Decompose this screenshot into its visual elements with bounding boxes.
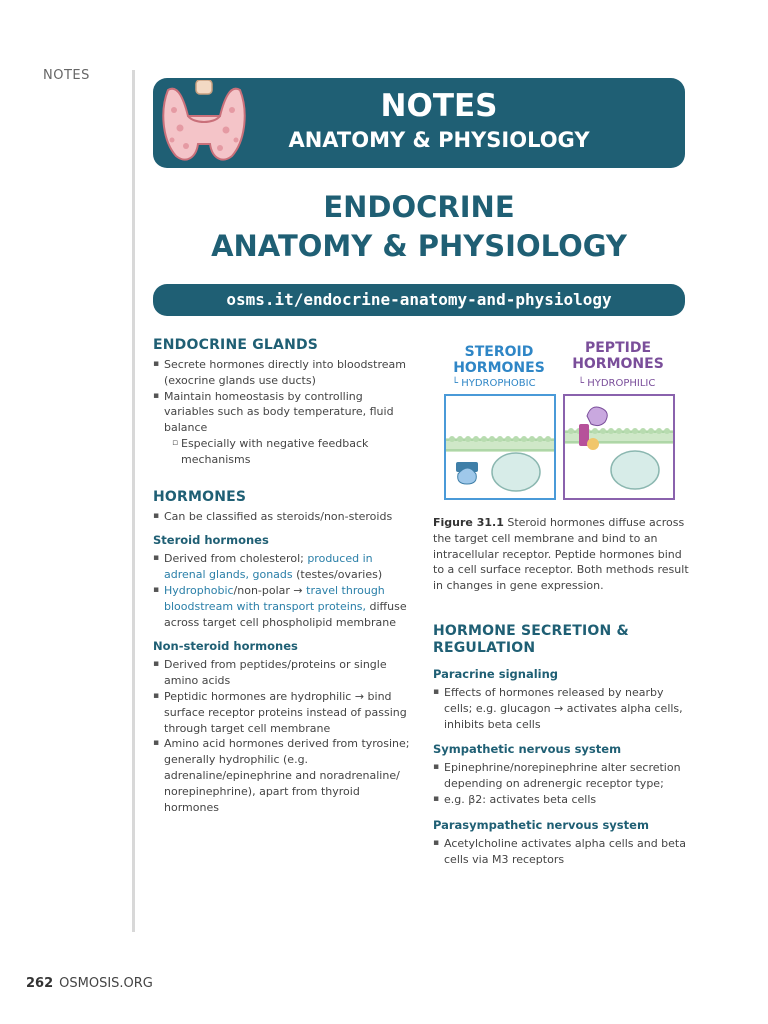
steroid-cell-diagram (444, 394, 556, 500)
list-item: ▪ Effects of hormones released by nearby cells; e.g. glucagon → activates alpha cells, inhibits beta cells (433, 685, 693, 732)
list-item: ▪ Hydrophobic/non-polar → travel through bloodstream with transport proteins, diffuse across target cell phospholipid membrane (153, 583, 413, 630)
hydrophobic-note: └ HYDROPHOBIC (452, 378, 536, 389)
page-title-line1: ENDOCRINE (323, 190, 515, 224)
paracrine-list (433, 685, 693, 732)
list-item: ▪ Secrete hormones directly into bloodstream (exocrine glands use ducts) (153, 357, 413, 389)
list-item: ▪ Derived from peptides/proteins or single amino acids (153, 657, 413, 689)
peptide-cell-diagram (563, 394, 675, 500)
url-link[interactable]: osms.it/endocrine-anatomy-and-physiology (153, 284, 685, 316)
footer-site[interactable]: OSMOSIS.ORG (59, 976, 153, 991)
steroid-list (153, 551, 413, 630)
nonsteroid-list (153, 657, 413, 815)
list-item: ▫ Especially with negative feedback mechanisms (153, 436, 413, 468)
section-hormones: HORMONES (153, 488, 247, 505)
subsection-paracrine: Paracrine signaling (433, 667, 559, 681)
page-number: 262 (26, 976, 54, 991)
hormones-list (153, 509, 413, 525)
subsection-sympathetic: Sympathetic nervous system (433, 742, 622, 757)
figure-caption: Figure 31.1 Steroid hormones diffuse across the target cell membrane and bind to an intracellular receptor. Peptide hormones bind to a cell surface receptor. Both methods result in changes in gene expression. (433, 516, 689, 593)
page-title-line2: ANATOMY & PHYSIOLOGY (211, 229, 627, 263)
list-item: ▪ Derived from cholesterol; produced in adrenal glands, gonads (testes/ovaries) (153, 551, 413, 583)
peptide-hormones-label: PEPTIDE HORMONES (572, 340, 664, 372)
subsection-steroid-hormones: Steroid hormones (153, 533, 269, 548)
list-item: ▪ Maintain homeostasis by controlling variables such as body temperature, fluid balance (153, 389, 413, 436)
left-column (153, 337, 413, 815)
side-notes-label: NOTES (43, 68, 90, 83)
list-item: ▪ Epinephrine/norepinephrine alter secretion depending on adrenergic receptor type; (433, 760, 693, 792)
list-item: ▪ Amino acid hormones derived from tyrosine; generally hydrophilic (e.g. adrenaline/epinephrine and noradrenaline/ norepinephrine), apart from thyroid hormones (153, 736, 413, 815)
sympathetic-list (433, 760, 693, 807)
right-column (433, 623, 693, 867)
parasympathetic-list (433, 836, 693, 868)
section-hormone-secretion: HORMONE SECRETION & REGULATION (433, 623, 629, 656)
subsection-nonsteroid-hormones: Non-steroid hormones (153, 639, 298, 654)
steroid-hormones-label: STEROID HORMONES (453, 344, 545, 376)
page-footer (26, 976, 153, 991)
glands-list (153, 357, 413, 468)
list-item: ▪ Peptidic hormones are hydrophilic → bind surface receptor proteins instead of passing through target cell membrane (153, 689, 413, 736)
list-item: ▪ Can be classified as steroids/non-steroids (153, 509, 413, 525)
hydrophilic-note: └ HYDROPHILIC (578, 378, 656, 389)
header-subtitle: ANATOMY & PHYSIOLOGY (288, 128, 590, 152)
subsection-parasympathetic: Parasympathetic nervous system (433, 817, 649, 832)
section-endocrine-glands: ENDOCRINE GLANDS (153, 337, 319, 353)
list-item: ▪ Acetylcholine activates alpha cells and beta cells via M3 receptors (433, 836, 693, 868)
list-item: ▪ e.g. β2: activates beta cells (433, 792, 693, 808)
header-title: NOTES (380, 88, 498, 124)
